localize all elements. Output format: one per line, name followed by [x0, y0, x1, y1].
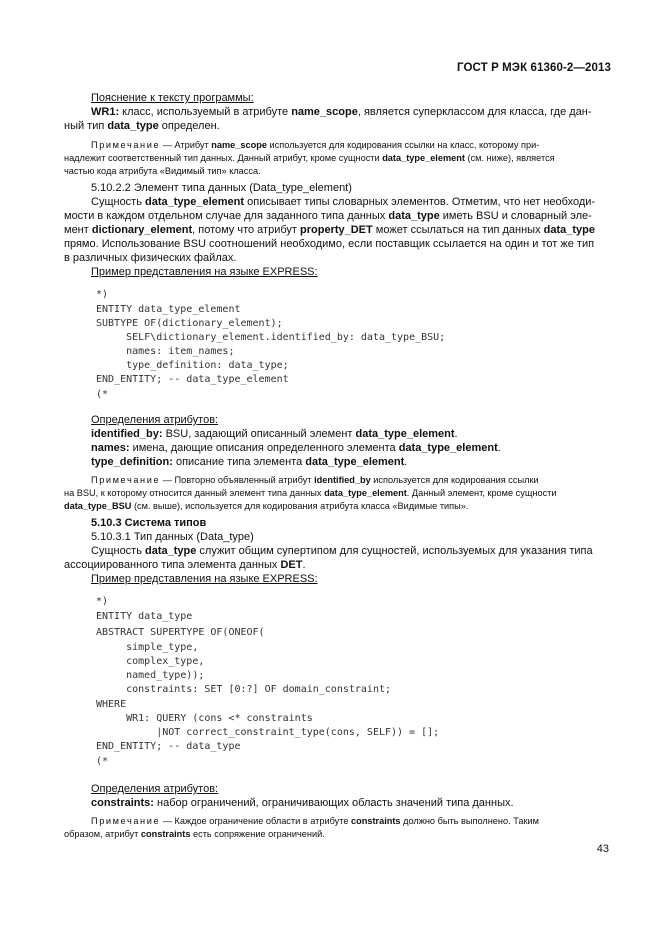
code-line: named_type)); — [96, 670, 205, 681]
standard-header: ГОСТ Р МЭК 61360-2—2013 — [457, 62, 611, 74]
code-line: type_definition: data_type; — [96, 360, 289, 371]
page-number: 43 — [596, 843, 609, 855]
code-line: END_ENTITY; -- data_type — [96, 741, 241, 752]
code-line: complex_type, — [96, 656, 205, 667]
attr-names: names: имена, дающие описания определенного элемента data_type_element. — [91, 442, 501, 454]
paragraph-line-4: прямо. Использование BSU соотношений необходимо, если поставщик ссылается на один и тот же тип — [64, 238, 595, 250]
code-line: SUBTYPE OF(dictionary_element); — [96, 318, 283, 329]
paragraph-line-2: мости в каждом отдельном случае для заданного типа данных data_type иметь BSU и словарный эле- — [64, 210, 592, 222]
paragraph-line-2: ассоциированного типа элемента данных DET. — [64, 559, 306, 571]
paragraph-line-5: в различных физических файлах. — [64, 252, 237, 264]
code-line: |NOT correct_constraint_type(cons, SELF)) = []; — [96, 727, 440, 738]
attribute-definitions-heading: Определения атрибутов: — [91, 783, 219, 795]
code-line: ENTITY data_type — [96, 611, 193, 622]
wr1-label: WR1: — [91, 106, 120, 118]
section-5-10-3-1-heading: 5.10.3.1 Тип данных (Data_type) — [91, 531, 254, 543]
note-identified-by-line-3: data_type_BSU (см. выше), используется для кодирования атрибута класса «Видимые типы». — [64, 501, 469, 511]
paragraph-line-1: Сущность data_type_element описывает типы словарных элементов. Отметим, что нет необходи- — [91, 196, 596, 208]
paragraph-line-1: Сущность data_type служит общим супертипом для сущностей, используемых для указания типа — [91, 545, 593, 557]
code-line: ENTITY data_type_element — [96, 304, 241, 315]
note-name-scope-line-1: Примечание — Атрибут name_scope используется для кодирования ссылки на класс, которому при- — [91, 140, 540, 150]
code-line: names: item_names; — [96, 346, 235, 357]
code-line: (* — [96, 389, 109, 400]
code-line: SELF\dictionary_element.identified_by: data_type_BSU; — [96, 332, 446, 343]
wr1-text-line-2: ный тип data_type определен. — [64, 120, 220, 132]
code-line: *) — [96, 596, 109, 607]
express-example-heading: Пример представления на языке EXPRESS: — [91, 266, 318, 278]
code-line: WHERE — [96, 699, 127, 710]
code-line: WR1: QUERY (cons <* constraints — [96, 713, 313, 724]
attr-identified-by: identified_by: BSU, задающий описанный элемент data_type_element. — [91, 428, 458, 440]
section-5-10-2-2-heading: 5.10.2.2 Элемент типа данных (Data_type_element) — [91, 182, 352, 194]
note-identified-by-line-1: Примечание — Повторно объявленный атрибут identified_by используется для кодирования ссылки — [91, 475, 539, 485]
express-example-heading: Пример представления на языке EXPRESS: — [91, 573, 318, 585]
code-line: (* — [96, 756, 109, 767]
program-explanation-heading: Пояснение к тексту программы: — [91, 92, 254, 104]
note-name-scope-line-2: надлежит соответственный тип данных. Данный атрибут, кроме сущности data_type_element (см. ниже), является — [64, 153, 555, 163]
note-identified-by-line-2: на BSU, к которому относится данный элемент типа данных data_type_element. Данный элемент, кроме сущности — [64, 488, 557, 498]
note-constraints-line-2: образом, атрибут constraints есть сопряжение ограничений. — [64, 829, 325, 839]
attr-constraints: constraints: набор ограничений, ограничивающих область значений типа данных. — [91, 797, 514, 809]
section-5-10-3-heading: 5.10.3 Система типов — [91, 517, 207, 529]
attr-type-definition: type_definition: описание типа элемента data_type_element. — [91, 456, 408, 468]
code-line: *) — [96, 289, 109, 300]
attribute-definitions-heading: Определения атрибутов: — [91, 414, 219, 426]
code-line: ABSTRACT SUPERTYPE OF(ONEOF( — [96, 627, 265, 638]
paragraph-line-3: мент dictionary_element, потому что атрибут property_DET может ссылаться на тип данных data_type — [64, 224, 596, 236]
wr1-text-line-1: WR1: класс, используемый в атрибуте name_scope, является суперклассом для класса, где дан- — [91, 106, 592, 118]
code-line: END_ENTITY; -- data_type_element — [96, 374, 289, 385]
code-line: constraints: SET [0:?] OF domain_constraint; — [96, 684, 392, 695]
note-name-scope-line-3: частью кода атрибута «Видимый тип» класса. — [64, 166, 261, 176]
code-line: simple_type, — [96, 642, 199, 653]
note-constraints-line-1: Примечание — Каждое ограничение области в атрибуте constraints должно быть выполнено. Таким — [91, 816, 539, 826]
